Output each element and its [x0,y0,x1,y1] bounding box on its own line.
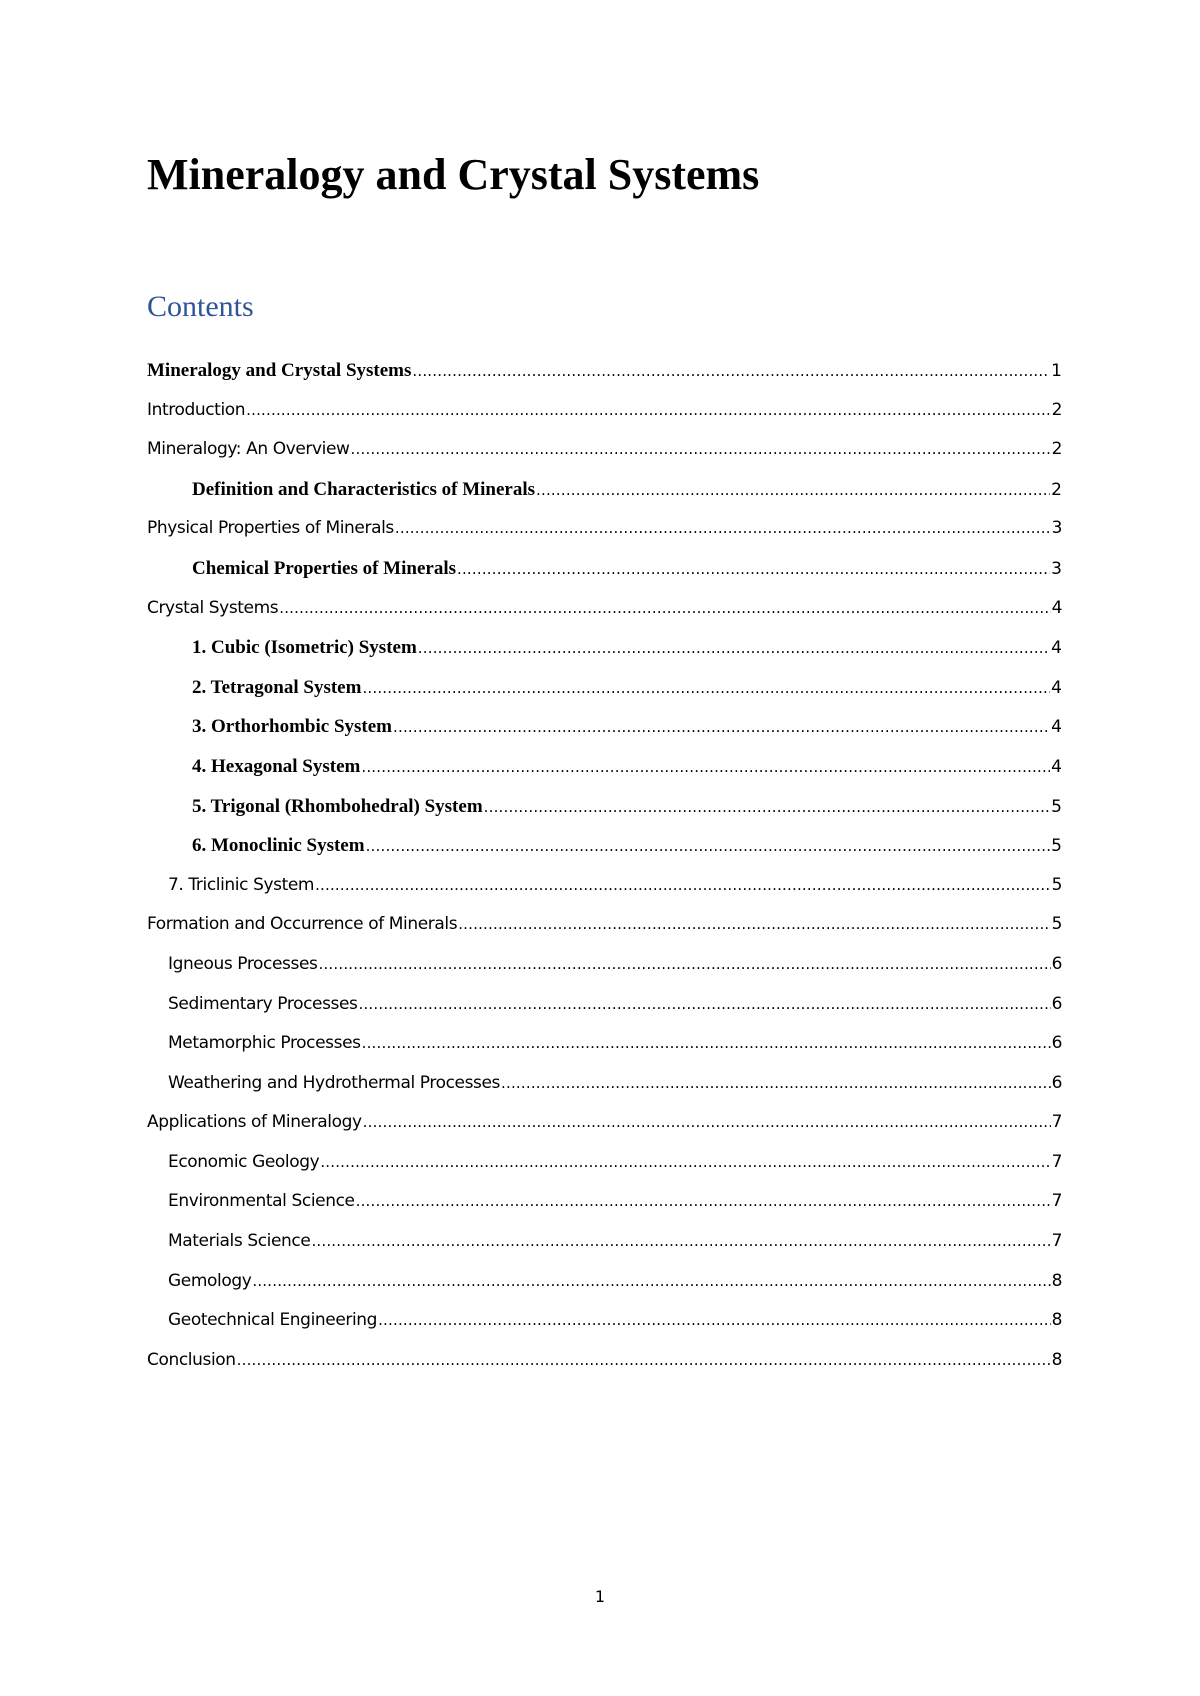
toc-entry[interactable] [147,1033,1062,1073]
toc-entry[interactable] [147,439,1062,479]
toc-page-number[interactable]: 7 [1051,1151,1062,1172]
toc-entry[interactable] [147,360,1062,400]
toc-dot-leader [351,440,1051,458]
toc-entry[interactable] [147,518,1062,558]
toc-page-number[interactable]: 7 [1051,1191,1062,1212]
toc-dot-leader [279,599,1050,617]
toc-page-number[interactable]: 6 [1051,1072,1062,1093]
toc-entry[interactable] [147,637,1062,677]
table-of-contents [147,360,1062,1389]
toc-dot-leader [393,718,1050,736]
toc-entry[interactable] [147,954,1062,994]
toc-entry[interactable] [147,1152,1062,1192]
toc-page-number[interactable]: 5 [1051,914,1062,935]
toc-dot-leader [318,955,1050,973]
toc-entry-title[interactable]: 4. Hexagonal System [192,755,361,777]
toc-entry-title[interactable]: 1. Cubic (Isometric) System [192,637,417,659]
toc-page-number[interactable]: 8 [1051,1270,1062,1291]
toc-dot-leader [395,519,1051,537]
toc-entry-title[interactable]: Mineralogy: An Overview [147,439,350,460]
toc-dot-leader [412,362,1050,380]
toc-dot-leader [246,401,1050,419]
toc-entry[interactable] [147,1350,1062,1390]
toc-entry-title[interactable]: 5. Trigonal (Rhombohedral) System [192,795,483,817]
toc-entry[interactable] [147,400,1062,440]
toc-page-number[interactable]: 4 [1051,756,1062,777]
document-title: Mineralogy and Crystal Systems [147,150,760,199]
toc-dot-leader [362,1034,1051,1052]
toc-page-number[interactable]: 5 [1051,836,1062,857]
toc-page-number[interactable]: 3 [1051,518,1062,539]
toc-entry-title[interactable]: Applications of Mineralogy [147,1112,362,1133]
toc-entry-title[interactable]: 2. Tetragonal System [192,676,362,698]
toc-entry-title[interactable]: Introduction [147,399,246,420]
toc-entry-title[interactable]: Materials Science [168,1231,311,1252]
toc-entry-title[interactable]: Mineralogy and Crystal Systems [147,360,412,381]
toc-entry-title[interactable]: 6. Monoclinic System [192,835,365,857]
toc-dot-leader [366,837,1051,855]
page-number: 1 [594,1587,606,1606]
toc-entry[interactable] [147,677,1062,717]
toc-dot-leader [363,1113,1051,1131]
toc-entry[interactable] [147,756,1062,796]
toc-entry-title[interactable]: 7. Triclinic System [168,874,315,895]
toc-dot-leader [501,1074,1051,1092]
toc-page-number[interactable]: 5 [1051,796,1062,817]
toc-page-number[interactable]: 6 [1051,993,1062,1014]
toc-entry-title[interactable]: Gemology [168,1270,252,1291]
toc-page-number[interactable]: 4 [1051,638,1062,659]
toc-entry-title[interactable]: Environmental Science [168,1191,355,1212]
toc-page-number[interactable]: 6 [1051,953,1062,974]
toc-entry[interactable] [147,558,1062,598]
toc-entry[interactable] [147,1310,1062,1350]
toc-entry[interactable] [147,875,1062,915]
toc-page-number[interactable]: 1 [1051,361,1062,381]
toc-entry-title[interactable]: Formation and Occurrence of Minerals [147,914,458,935]
toc-entry-title[interactable]: Physical Properties of Minerals [147,518,394,539]
toc-dot-leader [362,679,1050,697]
toc-entry-title[interactable]: Crystal Systems [147,597,279,618]
toc-dot-leader [315,876,1051,894]
toc-heading: Contents [147,290,254,323]
toc-entry-title[interactable]: Geotechnical Engineering [168,1310,378,1331]
toc-entry[interactable] [147,1073,1062,1113]
toc-dot-leader [320,1153,1050,1171]
toc-entry-title[interactable]: Igneous Processes [168,953,318,974]
toc-dot-leader [359,995,1051,1013]
toc-entry-title[interactable]: Metamorphic Processes [168,1033,361,1054]
toc-dot-leader [237,1351,1051,1369]
toc-dot-leader [418,639,1050,657]
toc-dot-leader [311,1232,1050,1250]
toc-page-number[interactable]: 2 [1051,399,1062,420]
toc-dot-leader [536,481,1050,499]
toc-entry[interactable] [147,479,1062,519]
toc-entry[interactable] [147,1112,1062,1152]
toc-page-number[interactable]: 4 [1051,597,1062,618]
toc-entry[interactable] [147,994,1062,1034]
toc-dot-leader [458,915,1050,933]
toc-entry[interactable] [147,716,1062,756]
toc-page-number[interactable]: 4 [1051,677,1062,698]
toc-entry-title[interactable]: Sedimentary Processes [168,993,358,1014]
toc-entry-title[interactable]: Definition and Characteristics of Minerals [192,478,536,500]
toc-dot-leader [356,1192,1051,1210]
toc-entry[interactable] [147,835,1062,875]
toc-page-number[interactable]: 4 [1051,717,1062,738]
toc-dot-leader [484,798,1051,816]
toc-entry-title[interactable]: 3. Orthorhombic System [192,716,393,738]
toc-entry[interactable] [147,1191,1062,1231]
toc-entry[interactable] [147,1231,1062,1271]
toc-entry[interactable] [147,1271,1062,1311]
toc-entry-title[interactable]: Conclusion [147,1349,236,1370]
toc-entry[interactable] [147,914,1062,954]
toc-entry-title[interactable]: Economic Geology [168,1151,320,1172]
toc-dot-leader [252,1272,1050,1290]
toc-dot-leader [361,758,1050,776]
toc-entry-title[interactable]: Weathering and Hydrothermal Processes [168,1072,501,1093]
toc-page-number[interactable]: 2 [1051,479,1062,500]
toc-page-number[interactable]: 8 [1051,1310,1062,1331]
toc-page-number[interactable]: 5 [1051,874,1062,895]
toc-page-number[interactable]: 7 [1051,1231,1062,1252]
toc-entry[interactable] [147,598,1062,638]
toc-dot-leader [457,560,1050,578]
toc-page-number[interactable]: 8 [1051,1349,1062,1370]
toc-page-number[interactable]: 7 [1051,1112,1062,1133]
toc-entry-title[interactable]: Chemical Properties of Minerals [192,557,456,579]
toc-page-number[interactable]: 3 [1051,558,1062,579]
toc-page-number[interactable]: 2 [1051,439,1062,460]
toc-page-number[interactable]: 6 [1051,1033,1062,1054]
toc-dot-leader [378,1311,1051,1329]
toc-entry[interactable] [147,796,1062,836]
